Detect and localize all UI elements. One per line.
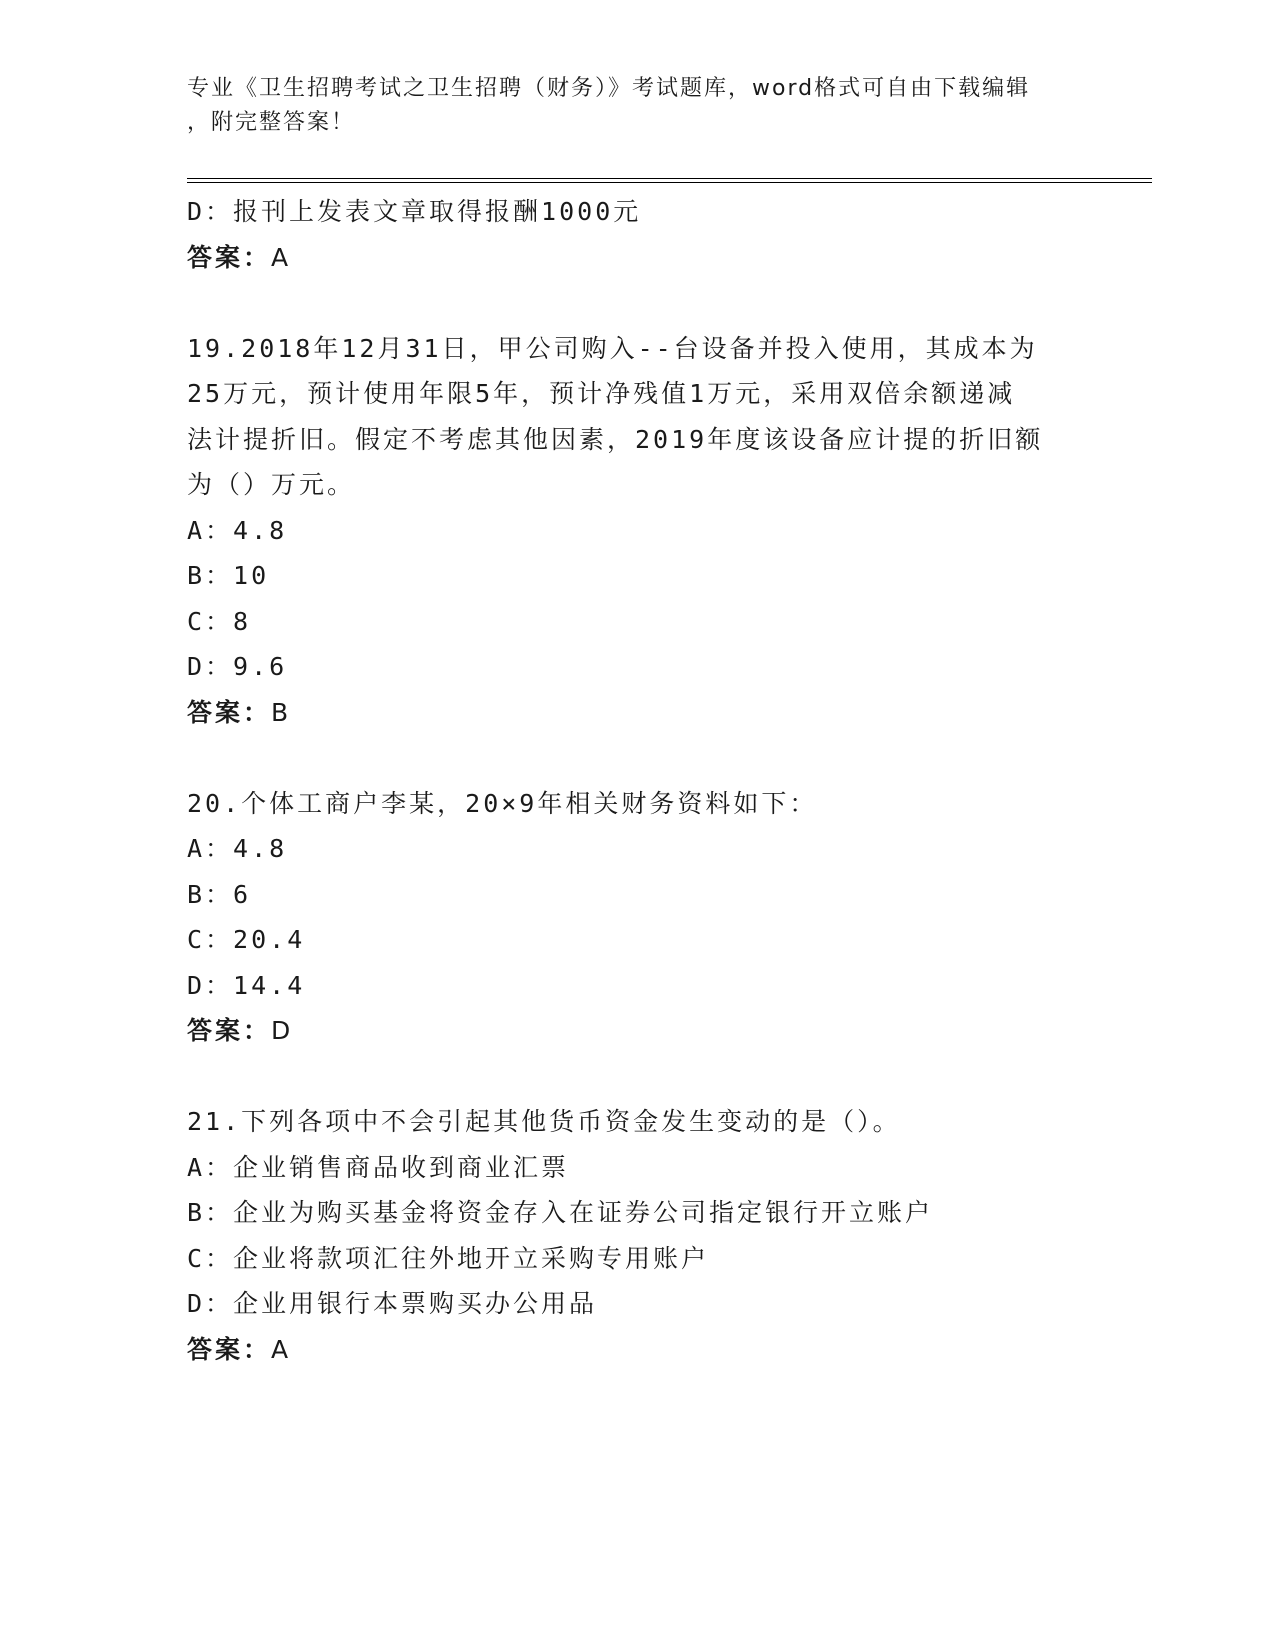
question-stem-line: 20.个体工商户李某，20×9年相关财务资料如下： <box>187 788 818 818</box>
question-stem-line: 21.下列各项中不会引起其他货币资金发生变动的是（）。 <box>187 1107 901 1136</box>
option-c: C：企业将款项汇往外地开立采购专用账户 <box>187 1243 710 1273</box>
question-20 <box>187 781 1087 1054</box>
answer-label: 答案： <box>187 697 272 727</box>
option-d: D：9.6 <box>187 652 288 681</box>
question-stem-line: 19.2018年12月31日，甲公司购入--台设备并投入使用，其成本为 <box>187 333 1038 363</box>
answer <box>187 1327 1087 1373</box>
page-header <box>187 72 1067 140</box>
option-b: B：企业为购买基金将资金存入在证券公司指定银行开立账户 <box>187 1198 934 1227</box>
question-21 <box>187 1099 1087 1372</box>
answer-value: A <box>271 1334 292 1364</box>
question-stem-line: 为（）万元。 <box>187 470 356 499</box>
option-a: A：4.8 <box>187 834 288 863</box>
answer-value: B <box>271 697 292 727</box>
prev-option-d: D：报刊上发表文章取得报酬1000元 <box>187 197 642 226</box>
header-double-rule <box>187 178 1152 183</box>
answer <box>187 1008 1087 1054</box>
question-list <box>187 189 1087 1372</box>
option-a: A：4.8 <box>187 515 288 545</box>
header-line-1: 专业《卫生招聘考试之卫生招聘（财务）》考试题库，word格式可自由下载编辑 <box>187 76 1031 101</box>
prev-answer <box>187 235 1087 281</box>
option-d: D：14.4 <box>187 970 306 1000</box>
answer-value: D <box>271 1016 294 1045</box>
question-19 <box>187 326 1087 736</box>
option-c: C：20.4 <box>187 925 306 954</box>
answer-label: 答案： <box>187 242 272 272</box>
question-stem-line: 25万元，预计使用年限5年，预计净残值1万元，采用双倍余额递减 <box>187 379 1016 408</box>
option-a: A：企业销售商品收到商业汇票 <box>187 1152 570 1182</box>
option-c: C：8 <box>187 606 252 636</box>
question-stem-line: 法计提折旧。假定不考虑其他因素，2019年度该设备应计提的折旧额 <box>187 424 1044 454</box>
answer-label: 答案： <box>187 1334 272 1364</box>
header-line-2: ，附完整答案！ <box>187 110 356 135</box>
option-b: B：10 <box>187 561 270 590</box>
answer <box>187 690 1087 736</box>
answer-value: A <box>271 242 292 272</box>
answer-label: 答案： <box>187 1016 272 1045</box>
option-b: B：6 <box>187 879 252 909</box>
option-d: D：企业用银行本票购买办公用品 <box>187 1289 598 1318</box>
